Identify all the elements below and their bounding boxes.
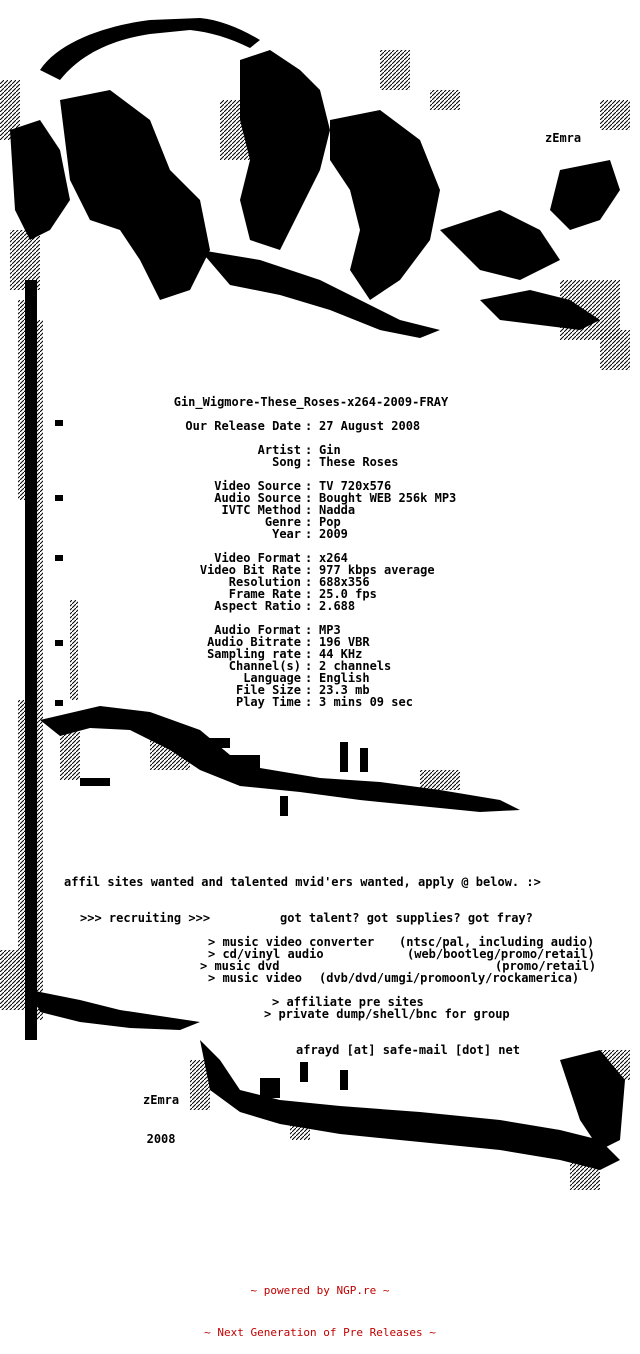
info-label: Video Bit Rate [199,563,301,577]
info-colon: : [305,443,313,457]
affil-line: affil sites wanted and talented mvid'ers wanted, apply @ below. :> [64,875,541,889]
signature-bottom-year: 2008 [146,1132,176,1146]
info-value: 2.688 [319,599,356,613]
info-value: MP3 [319,623,341,637]
info-colon: : [305,599,313,613]
info-colon: : [305,587,313,601]
ngp-link[interactable]: NGP.re [336,1284,377,1297]
wanted-item: > music video converter [208,935,375,949]
info-value: 23.3 mb [319,683,370,697]
wanted-item: > music dvd [200,959,280,973]
wanted-item: > cd/vinyl audio [208,947,324,961]
info-colon: : [305,515,313,529]
wanted-detail: (ntsc/pal, including audio) [399,935,595,949]
info-colon: : [305,491,313,505]
footer-line-1 [0,1284,640,1298]
info-label: Aspect Ratio [214,599,301,613]
info-colon: : [305,671,313,685]
info-colon: : [305,623,313,637]
signature-bottom-name: zEmra [143,1093,180,1107]
info-colon: : [305,575,313,589]
info-value: 196 VBR [319,635,370,649]
info-value: These Roses [319,455,399,469]
info-label: Frame Rate [228,587,301,601]
release-name: Gin_Wigmore-These_Roses-x264-2009-FRAY [173,395,449,409]
info-label: Audio Bitrate [207,635,301,649]
signature-top: zEmra [545,131,582,145]
info-value: x264 [319,551,348,565]
info-label: File Size [235,683,301,697]
info-label: Our Release Date [185,419,301,433]
info-value: English [319,671,370,685]
info-label: Audio Source [214,491,301,505]
wanted-detail: (promo/retail) [495,959,597,973]
info-value: 27 August 2008 [319,419,421,433]
info-label: Language [243,671,301,685]
info-value: TV 720x576 [319,479,392,493]
info-colon: : [305,503,313,517]
info-colon: : [305,635,313,649]
info-colon: : [305,647,313,661]
extra-1: > affiliate pre sites [272,995,424,1009]
footer-suffix: ~ [376,1284,390,1297]
info-label: Artist [257,443,301,457]
signature-bottom [143,1068,179,1159]
footer [0,1256,640,1354]
info-value: 688x356 [319,575,370,589]
info-value: Pop [319,515,341,529]
info-label: Play Time [235,695,301,709]
info-label: Channel(s) [228,659,301,673]
wanted-detail: (web/bootleg/promo/retail) [407,947,595,961]
info-label: Year [272,527,301,541]
info-label: Song [272,455,301,469]
info-label: Sampling rate [207,647,301,661]
info-label: IVTC Method [221,503,301,517]
info-colon: : [305,563,313,577]
recruiting-text: got talent? got supplies? got fray? [280,911,533,925]
info-label: Resolution [228,575,301,589]
info-colon: : [305,527,313,541]
middle-swirl-art [40,706,520,816]
info-label: Video Format [214,551,301,565]
info-value: 25.0 fps [319,587,377,601]
wanted-detail: (dvb/dvd/umgi/promoonly/rockamerica) [319,971,580,985]
info-colon: : [305,479,313,493]
info-value: 2 channels [319,659,392,673]
left-border-art [18,280,78,1040]
info-colon: : [305,683,313,697]
info-value: Bought WEB 256k MP3 [319,491,457,505]
info-value: 3 mins 09 sec [319,695,413,709]
info-colon: : [305,695,313,709]
info-label: Video Source [214,479,301,493]
info-value: 2009 [319,527,348,541]
footer-prefix: ~ powered by [250,1284,337,1297]
info-colon: : [305,455,313,469]
info-value: Nadda [319,503,356,517]
info-value: Gin [319,443,341,457]
info-value: 44 KHz [319,647,363,661]
info-value: 977 kbps average [319,563,435,577]
footer-line-2: ~ Next Generation of Pre Releases ~ [204,1326,436,1339]
top-logo-art [10,18,620,338]
info-label: Audio Format [214,623,301,637]
info-colon: : [305,551,313,565]
extra-2: > private dump/shell/bnc for group [264,1007,510,1021]
wanted-item: > music video [208,971,302,985]
info-label: Genre [264,515,301,529]
info-colon: : [305,659,313,673]
recruiting-label: >>> recruiting >>> [80,911,211,925]
contact-email: afrayd [at] safe-mail [dot] net [296,1043,520,1057]
info-colon: : [305,419,313,433]
